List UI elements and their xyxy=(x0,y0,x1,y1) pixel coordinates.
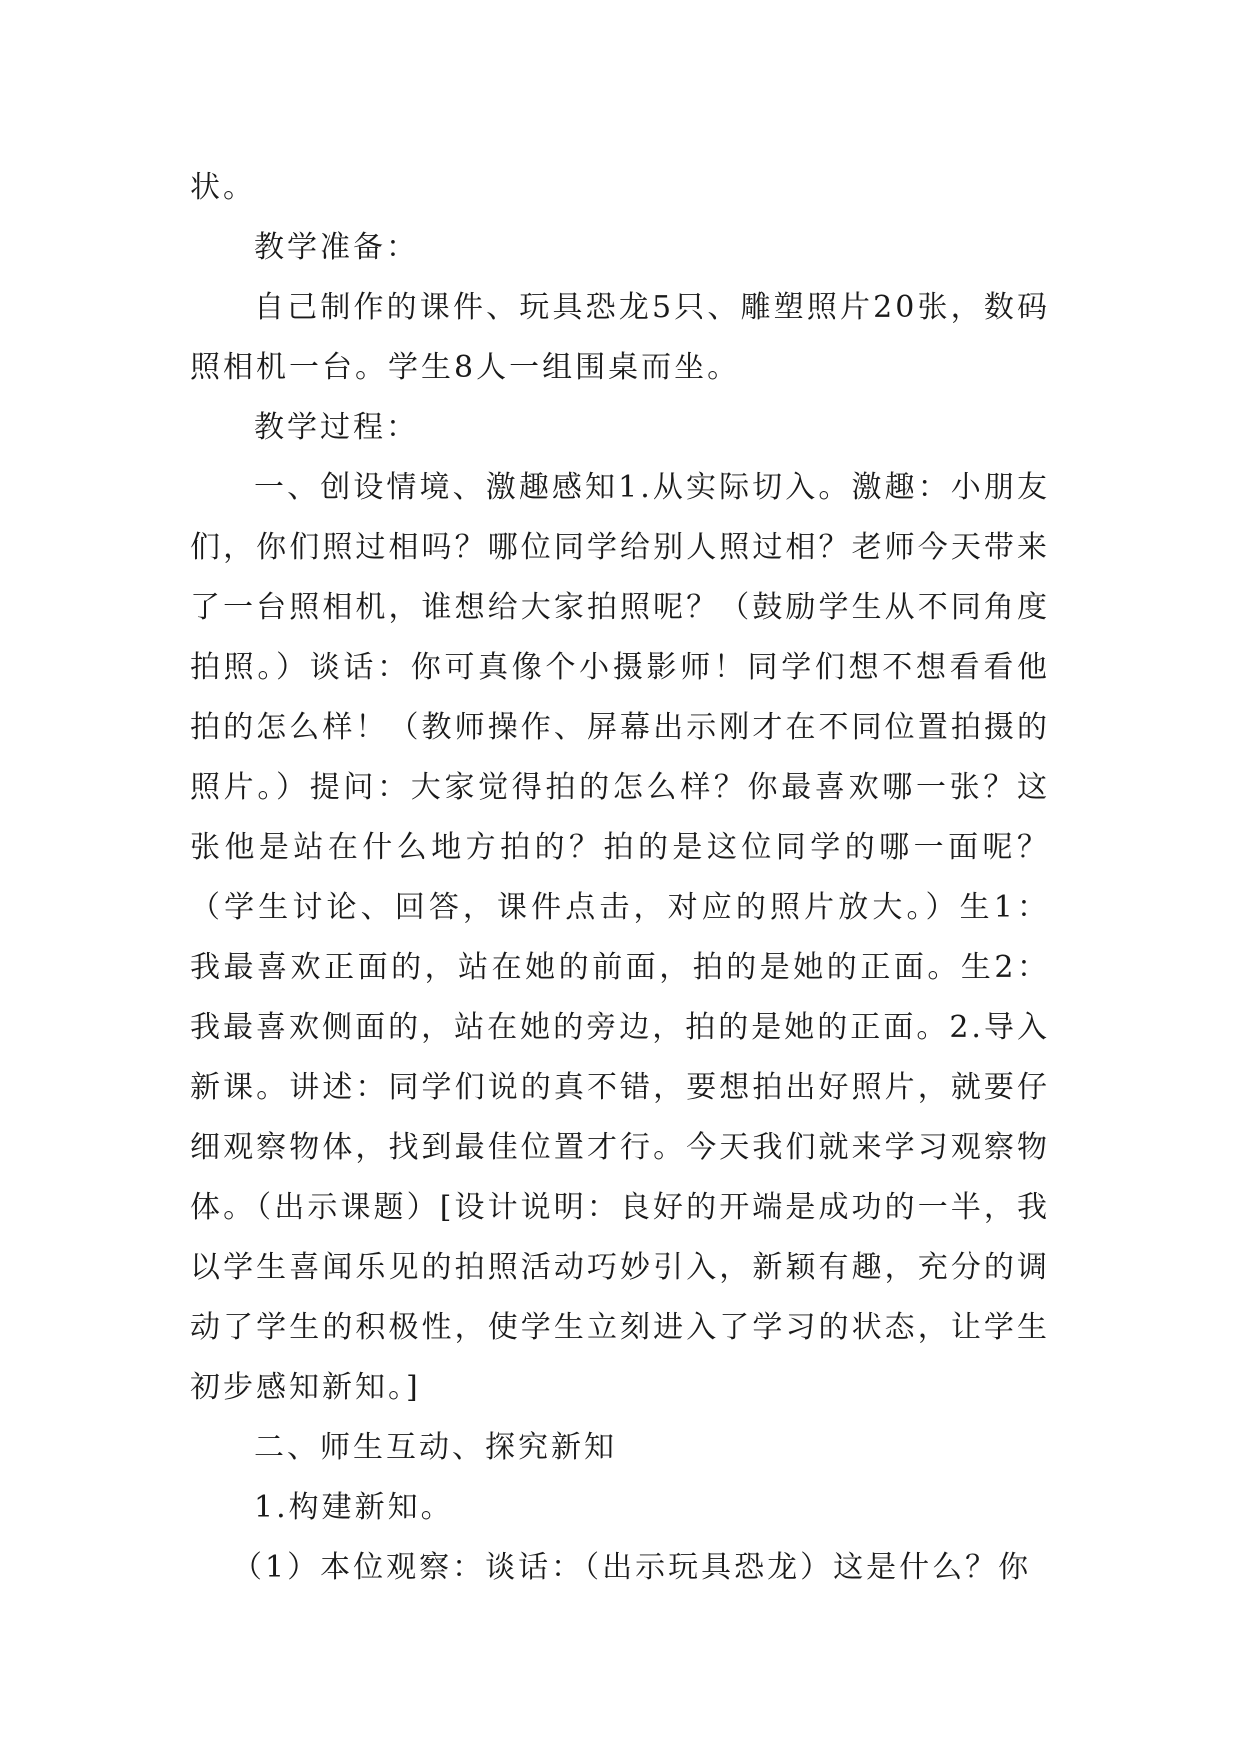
paragraph-section-two-heading: 二、师生互动、探究新知 xyxy=(254,1430,617,1465)
paragraph-preparation-content: 自己制作的课件、玩具恐龙5只、雕塑照片20张，数码照相机一台。学生8人一组围桌而坐。 xyxy=(190,290,1050,385)
paragraph-observation: （1）本位观察：谈话：（出示玩具恐龙）这是什么？你 xyxy=(232,1550,1032,1585)
paragraph-continuation: 状。 xyxy=(190,170,256,205)
paragraph-heading-preparation: 教学准备： xyxy=(254,230,419,265)
paragraph-heading-process: 教学过程： xyxy=(254,410,419,445)
paragraph-subheading-build: 1.构建新知。 xyxy=(254,1490,454,1525)
paragraph-section-one: 一、创设情境、激趣感知1.从实际切入。激趣：小朋友们，你们照过相吗？哪位同学给别人照过相？老师今天带来了一台照相机，谁想给大家拍照呢？（鼓励学生从不同角度拍照。）谈话：你可真像个小摄影师！同学们想不想看看他拍的怎么样！（教师操作、屏幕出示刚才在不同位置拍摄的照片。）提问：大家觉得拍的怎么样？你最喜欢哪一张？这张他是站在什么地方拍的？拍的是这位同学的哪一面呢？（学生讨论、回答，课件点击，对应的照片放大。）生1：我最喜欢正面的，站在她的前面，拍的是她的正面。生2：我最喜欢侧面的，站在她的旁边，拍的是她的正面。2.导入新课。讲述：同学们说的真不错，要想拍出好照片，就要仔细观察物体，找到最佳位置才行。今天我们就来学习观察物体。（出示课题）[设计说明：良好的开端是成功的一半，我以学生喜闻乐见的拍照活动巧妙引入，新颖有趣，充分的调动了学生的积极性，使学生立刻进入了学习的状态，让学生初步感知新知。] xyxy=(190,470,1050,1405)
document-body xyxy=(190,158,1050,1598)
